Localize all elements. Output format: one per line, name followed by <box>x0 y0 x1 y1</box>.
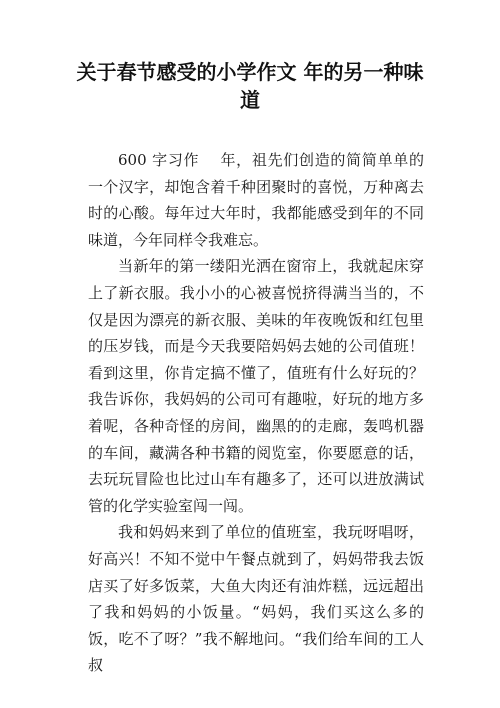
document-body <box>88 147 424 679</box>
document-title: 关于春节感受的小学作文 年的另一种味道 <box>76 60 424 112</box>
paragraph: 当新年的第一缕阳光洒在窗帘上，我就起床穿上了新衣服。我小小的心被喜悦挤得满当当的，不仅是因为漂亮的新衣服、美味的年夜晚饭和红包里的压岁钱，而是今天我要陪妈妈去她的公司值班！看到这里，你肯定搞不懂了，值班有什么好玩的？我告诉你，我妈妈的公司可有趣啦，好玩的地方多着呢，各种奇怪的房间，幽黑的的走廊，轰鸣机器的车间，藏满各种书籍的阅览室，你要愿意的话，去玩玩冒险也比过山车有趣多了，还可以进放满试管的化学实验室闯一闯。 <box>88 257 424 515</box>
paragraph: 600 字习作 年，祖先们创造的简简单单的一个汉字，却饱含着千种团聚时的喜悦，万种离去时的心酸。每年过大年时，我都能感受到年的不同味道，今年同样令我难忘。 <box>88 151 424 249</box>
paragraph: 我和妈妈来到了单位的值班室，我玩呀唱呀，好高兴！不知不觉中午餐点就到了，妈妈带我去饭店买了好多饭菜，大鱼大肉还有油炸糕，远远超出了我和妈妈的小饭量。“妈妈，我们买这么多的饭，吃不了呀？”我不解地问。“我们给车间的工人叔 <box>88 523 424 675</box>
